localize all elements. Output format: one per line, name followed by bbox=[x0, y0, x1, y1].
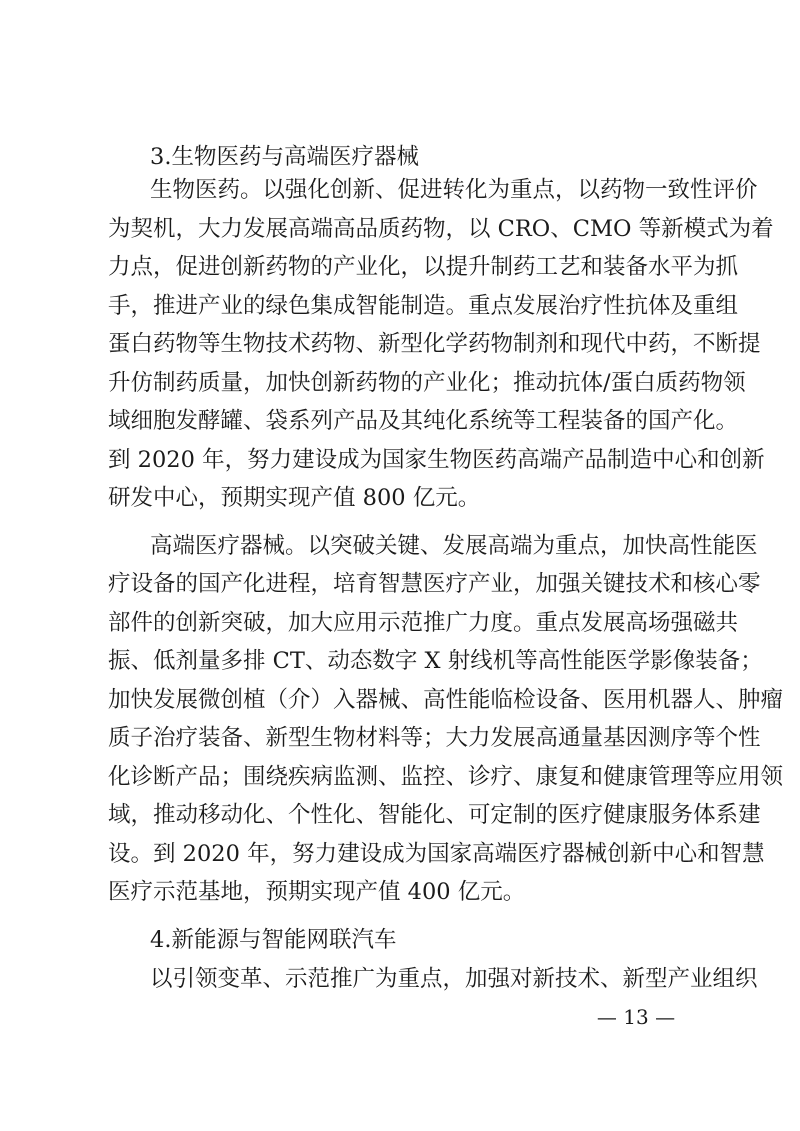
paragraph-line: 升仿制药质量，加快创新药物的产业化；推动抗体/蛋白质药物领 bbox=[108, 370, 746, 396]
paragraph-line: 为契机，大力发展高端高品质药物，以 CRO、CMO 等新模式为着 bbox=[108, 216, 774, 242]
paragraph-line: 蛋白药物等生物技术药物、新型化学药物制剂和现代中药，不断提 bbox=[108, 331, 761, 357]
section-heading: 3.生物医药与高端医疗器械 bbox=[150, 144, 419, 170]
paragraph-line: 生物医药。以强化创新、促进转化为重点，以药物一致性评价 bbox=[150, 177, 758, 203]
paragraph-line: 手，推进产业的绿色集成智能制造。重点发展治疗性抗体及重组 bbox=[108, 293, 739, 319]
section-heading: 4.新能源与智能网联汽车 bbox=[150, 927, 397, 953]
paragraph-line: 质子治疗装备、新型生物材料等；大力发展高通量基因测序等个性 bbox=[108, 725, 761, 751]
paragraph-line: 高端医疗器械。以突破关键、发展高端为重点，加快高性能医 bbox=[150, 533, 758, 559]
page-number: — 13 — bbox=[596, 1005, 676, 1029]
paragraph-line: 疗设备的国产化进程，培育智慧医疗产业，加强关键技术和核心零 bbox=[108, 571, 761, 597]
paragraph-line: 设。到 2020 年，努力建设成为国家高端医疗器械创新中心和智慧 bbox=[108, 841, 765, 867]
paragraph-line: 化诊断产品；围绕疾病监测、监控、诊疗、康复和健康管理等应用领 bbox=[108, 764, 784, 790]
paragraph-line: 加快发展微创植（介）入器械、高性能临检设备、医用机器人、肿瘤 bbox=[108, 687, 784, 713]
paragraph-line: 域，推动移动化、个性化、智能化、可定制的医疗健康服务体系建 bbox=[108, 802, 761, 828]
paragraph-line: 以引领变革、示范推广为重点，加强对新技术、新型产业组织 bbox=[150, 966, 758, 992]
paragraph-line: 力点，促进创新药物的产业化，以提升制药工艺和装备水平为抓 bbox=[108, 254, 739, 280]
paragraph-line: 到 2020 年，努力建设成为国家生物医药高端产品制造中心和创新 bbox=[108, 447, 765, 473]
paragraph-line: 振、低剂量多排 CT、动态数字 X 射线机等高性能医学影像装备； bbox=[108, 648, 763, 674]
paragraph-line: 部件的创新突破，加大应用示范推广力度。重点发展高场强磁共 bbox=[108, 610, 739, 636]
paragraph-line: 医疗示范基地，预期实现产值 400 亿元。 bbox=[108, 879, 526, 905]
paragraph-line: 域细胞发酵罐、袋系列产品及其纯化系统等工程装备的国产化。 bbox=[108, 408, 739, 434]
paragraph-line: 研发中心，预期实现产值 800 亿元。 bbox=[108, 485, 481, 511]
